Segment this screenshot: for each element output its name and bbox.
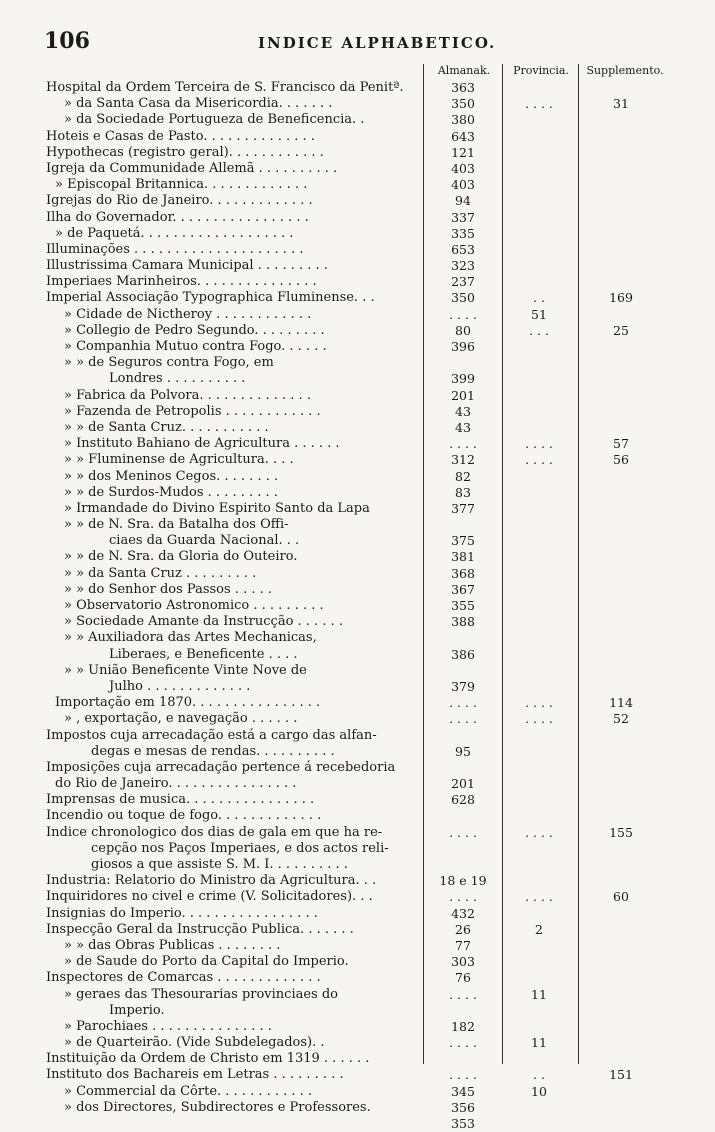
provincia-page: . . . bbox=[529, 322, 549, 338]
index-entry bbox=[46, 517, 706, 533]
index-entry bbox=[46, 404, 706, 420]
index-entry bbox=[46, 242, 706, 258]
index-entry bbox=[46, 647, 706, 663]
entry-label: degas e mesas de rendas. . . . . . . . . . bbox=[91, 743, 335, 759]
almanak-page: 353 bbox=[451, 1116, 475, 1131]
index-entry bbox=[46, 355, 706, 371]
entry-label: Importação em 1870. . . . . . . . . . . . . . . . bbox=[55, 695, 321, 711]
index-entry bbox=[46, 420, 706, 436]
index-entry bbox=[46, 1067, 706, 1083]
index-entry bbox=[46, 906, 706, 922]
almanak-page: 399 bbox=[451, 371, 475, 387]
supplemento-page: 31 bbox=[613, 96, 629, 112]
entry-label: ciaes da Guarda Nacional. . . bbox=[109, 533, 300, 549]
entry-label: » geraes das Thesourarias provinciaes do bbox=[64, 986, 339, 1002]
entry-label: » Episcopal Britannica. . . . . . . . . . . . . bbox=[55, 177, 308, 193]
almanak-page: 367 bbox=[451, 581, 475, 597]
entry-label: Industria: Relatorio do Ministro da Agricultura. . . bbox=[46, 873, 377, 889]
index-entry bbox=[46, 388, 706, 404]
almanak-page: 76 bbox=[455, 970, 471, 986]
index-entry bbox=[46, 582, 706, 598]
index-entry bbox=[46, 954, 706, 970]
index-entry bbox=[46, 922, 706, 938]
entry-label: » » de Santa Cruz. . . . . . . . . . . bbox=[64, 419, 269, 435]
almanak-page: 83 bbox=[455, 484, 471, 500]
entry-label: Impostos cuja arrecadação está a cargo das alfan- bbox=[46, 727, 377, 743]
almanak-page: . . . . bbox=[449, 824, 477, 840]
almanak-page: 337 bbox=[451, 209, 475, 225]
index-entry bbox=[46, 469, 706, 485]
index-entry bbox=[46, 663, 706, 679]
index-entry bbox=[46, 274, 706, 290]
entry-label: » » do Senhor dos Passos . . . . . bbox=[64, 581, 272, 597]
index-entry bbox=[46, 614, 706, 630]
index-entry bbox=[46, 145, 706, 161]
entry-label: » dos Directores, Subdirectores e Professores. bbox=[64, 1099, 371, 1115]
almanak-page: 379 bbox=[451, 678, 475, 694]
almanak-page: 377 bbox=[451, 500, 475, 516]
almanak-page: . . . . bbox=[449, 436, 477, 452]
entry-label: Imperiaes Marinheiros. . . . . . . . . . . . . . . bbox=[46, 274, 317, 290]
provincia-page: . . . . bbox=[525, 96, 553, 112]
supplemento-page: 60 bbox=[613, 889, 629, 905]
index-entry bbox=[46, 226, 706, 242]
index-entry bbox=[46, 825, 706, 841]
almanak-page: 350 bbox=[451, 290, 475, 306]
entry-label: Inquiridores no civel e crime (V. Solicitadores). . . bbox=[46, 889, 373, 905]
provincia-page: . . . . bbox=[525, 452, 553, 468]
index-entry bbox=[46, 177, 706, 193]
entry-label: » de Saude do Porto da Capital do Imperio. bbox=[64, 954, 349, 970]
index-entry bbox=[46, 744, 706, 760]
almanak-page: 432 bbox=[451, 905, 475, 921]
entry-label: Liberaes, e Beneficente . . . . bbox=[109, 646, 298, 662]
supplemento-page: 151 bbox=[609, 1067, 633, 1083]
index-entry bbox=[46, 1116, 706, 1132]
index-entry bbox=[46, 1019, 706, 1035]
index-entry bbox=[46, 987, 706, 1003]
entry-label: » Instituto Bahiano de Agricultura . . . . . . bbox=[64, 436, 340, 452]
index-entry bbox=[46, 323, 706, 339]
entry-label: » » União Beneficente Vinte Nove de bbox=[64, 662, 307, 678]
almanak-page: 381 bbox=[451, 549, 475, 565]
entry-label: » » de Seguros contra Fogo, em bbox=[64, 355, 274, 371]
almanak-page: 386 bbox=[451, 646, 475, 662]
index-entry bbox=[46, 857, 706, 873]
almanak-page: . . . . bbox=[449, 711, 477, 727]
almanak-page: 375 bbox=[451, 533, 475, 549]
supplemento-page: 56 bbox=[613, 452, 629, 468]
entry-label: Indice chronologico dos dias de gala em que ha re- bbox=[46, 824, 383, 840]
entry-label: » » de N. Sra. da Batalha dos Offi- bbox=[64, 517, 289, 533]
almanak-page: 77 bbox=[455, 937, 471, 953]
entry-label: cepção nos Paços Imperiaes, e dos actos reli- bbox=[91, 840, 389, 856]
provincia-page: 11 bbox=[531, 986, 547, 1002]
entry-label: Imprensas de musica. . . . . . . . . . . . . . . . bbox=[46, 792, 315, 808]
index-entry bbox=[46, 290, 706, 306]
index-entry bbox=[46, 193, 706, 209]
index-entry bbox=[46, 630, 706, 646]
index-entry bbox=[46, 760, 706, 776]
provincia-page: 51 bbox=[531, 306, 547, 322]
index-entry bbox=[46, 307, 706, 323]
almanak-page: 380 bbox=[451, 112, 475, 128]
almanak-page: 388 bbox=[451, 614, 475, 630]
almanak-page: . . . . bbox=[449, 1067, 477, 1083]
page-number: 106 bbox=[44, 28, 90, 54]
entry-label: Insignias do Imperio. . . . . . . . . . . . . . . . . bbox=[46, 905, 318, 921]
entry-label: » Companhia Mutuo contra Fogo. . . . . . bbox=[64, 339, 327, 354]
entry-label: » Fabrica da Polvora. . . . . . . . . . . . . . bbox=[64, 387, 311, 403]
almanak-page: 303 bbox=[451, 954, 475, 970]
almanak-page: 403 bbox=[451, 160, 475, 176]
supplemento-page: 155 bbox=[609, 824, 633, 840]
index-entry bbox=[46, 711, 706, 727]
index-entry bbox=[46, 728, 706, 744]
entry-label: Julho . . . . . . . . . . . . . bbox=[109, 678, 251, 694]
entry-label: » Commercial da Côrte. . . . . . . . . . . . bbox=[64, 1083, 313, 1099]
entry-label: Inspectores de Comarcas . . . . . . . . . . . . . bbox=[46, 970, 321, 986]
index-entry bbox=[46, 873, 706, 889]
index-entry bbox=[46, 679, 706, 695]
entry-label: » Parochiaes . . . . . . . . . . . . . . . bbox=[64, 1018, 272, 1034]
index-entry bbox=[46, 1035, 706, 1051]
almanak-page: 643 bbox=[451, 128, 475, 144]
index-entry bbox=[46, 371, 706, 387]
index-entry bbox=[46, 776, 706, 792]
almanak-page: 350 bbox=[451, 96, 475, 112]
entry-label: giosos a que assiste S. M. I. . . . . . . . . . bbox=[91, 857, 348, 872]
entry-label: » » de Surdos-Mudos . . . . . . . . . bbox=[64, 484, 278, 500]
almanak-page: 312 bbox=[451, 452, 475, 468]
entry-label: » Fazenda de Petropolis . . . . . . . . . . . . bbox=[64, 403, 321, 419]
entry-label: Londres . . . . . . . . . . bbox=[109, 371, 246, 387]
provincia-page: . . . . bbox=[525, 436, 553, 452]
page-title: INDICE ALPHABETICO. bbox=[258, 34, 497, 52]
provincia-page: . . bbox=[533, 290, 545, 306]
almanak-page: 43 bbox=[455, 419, 471, 435]
index-entry bbox=[46, 566, 706, 582]
almanak-page: 345 bbox=[451, 1083, 475, 1099]
entry-label: » de Paquetá. . . . . . . . . . . . . . . . . . . bbox=[55, 225, 294, 241]
almanak-page: 43 bbox=[455, 403, 471, 419]
entry-label: » da Sociedade Portugueza de Beneficencia. . bbox=[64, 112, 365, 128]
column-header-almanak: Almanak. bbox=[437, 64, 491, 77]
entry-label: Instituto dos Bachareis em Letras . . . . . . . . . bbox=[46, 1067, 344, 1083]
index-entry bbox=[46, 258, 706, 274]
provincia-page: . . . . bbox=[525, 889, 553, 905]
column-header-supplemento: Supplemento. bbox=[586, 64, 664, 77]
almanak-page: 18 e 19 bbox=[439, 873, 487, 889]
almanak-page: 26 bbox=[455, 921, 471, 937]
provincia-page: . . . . bbox=[525, 824, 553, 840]
index-entry bbox=[46, 695, 706, 711]
index-entry bbox=[46, 1051, 706, 1067]
almanak-page: 355 bbox=[451, 598, 475, 613]
entry-label: » Sociedade Amante da Instrucção . . . . . . bbox=[64, 614, 343, 630]
supplemento-page: 169 bbox=[609, 290, 633, 306]
supplemento-page: 57 bbox=[613, 436, 629, 452]
index-entry bbox=[46, 549, 706, 565]
almanak-page: 237 bbox=[451, 274, 475, 290]
index-entry bbox=[46, 210, 706, 226]
entry-label: » , exportação, e navegação . . . . . . bbox=[64, 711, 298, 727]
entry-label: » Observatorio Astronomico . . . . . . . . . bbox=[64, 598, 324, 613]
entry-label: Illustrissima Camara Municipal . . . . . . . . . bbox=[46, 258, 328, 274]
entry-label: Hypothecas (registro geral). . . . . . . . . . . . bbox=[46, 144, 324, 160]
almanak-page: 403 bbox=[451, 177, 475, 193]
provincia-page: . . . . bbox=[525, 695, 553, 711]
provincia-page: . . bbox=[533, 1067, 545, 1083]
entry-label: » Cidade de Nictheroy . . . . . . . . . . . . bbox=[64, 306, 312, 322]
index-entry bbox=[46, 938, 706, 954]
almanak-page: 121 bbox=[451, 144, 475, 160]
almanak-page: 363 bbox=[451, 80, 475, 95]
almanak-page: 201 bbox=[451, 387, 475, 403]
entry-label: » Collegio de Pedro Segundo. . . . . . . . . bbox=[64, 322, 325, 338]
almanak-page: . . . . bbox=[449, 1035, 477, 1051]
index-entry bbox=[46, 339, 706, 355]
entry-label: Imperio. bbox=[109, 1002, 165, 1018]
almanak-page: 323 bbox=[451, 258, 475, 274]
entry-label: Hospital da Ordem Terceira de S. Francisco da Penitª. bbox=[46, 80, 404, 95]
provincia-page: . . . . bbox=[525, 711, 553, 727]
entry-label: » » Auxiliadora das Artes Mechanicas, bbox=[64, 630, 317, 646]
index-entry bbox=[46, 1084, 706, 1100]
supplemento-page: 52 bbox=[613, 711, 629, 727]
almanak-page: 94 bbox=[455, 193, 471, 209]
index-entry bbox=[46, 841, 706, 857]
almanak-page: . . . . bbox=[449, 306, 477, 322]
entry-label: » de Quarteirão. (Vide Subdelegados). . bbox=[64, 1035, 325, 1051]
supplemento-page: 114 bbox=[609, 695, 633, 711]
entry-label: Instituição da Ordem de Christo em 1319 . . . . . . bbox=[46, 1051, 370, 1067]
provincia-page: 2 bbox=[535, 921, 543, 937]
index-entry bbox=[46, 485, 706, 501]
almanak-page: 95 bbox=[455, 743, 471, 759]
almanak-page: 396 bbox=[451, 339, 475, 354]
almanak-page: . . . . bbox=[449, 889, 477, 905]
entry-label: » da Santa Casa da Misericordia. . . . . . . bbox=[64, 96, 333, 112]
supplemento-page: 25 bbox=[613, 322, 629, 338]
entry-label: Illuminações . . . . . . . . . . . . . . . . . . . . . bbox=[46, 241, 304, 257]
almanak-page: 182 bbox=[451, 1018, 475, 1034]
index-entry bbox=[46, 161, 706, 177]
almanak-page: 82 bbox=[455, 468, 471, 484]
index-entry bbox=[46, 598, 706, 614]
index-entry bbox=[46, 1100, 706, 1116]
almanak-page: 201 bbox=[451, 776, 475, 792]
entry-label: » » das Obras Publicas . . . . . . . . bbox=[64, 937, 281, 953]
entry-label: » » da Santa Cruz . . . . . . . . . bbox=[64, 565, 257, 581]
index-entry bbox=[46, 970, 706, 986]
entry-label: Incendio ou toque de fogo. . . . . . . . . . . . . bbox=[46, 808, 322, 824]
column-header-provincia: Provincia. bbox=[513, 64, 569, 77]
index-entry bbox=[46, 1003, 706, 1019]
entry-label: Ilha do Governador. . . . . . . . . . . . . . . . . bbox=[46, 209, 309, 225]
index-entry bbox=[46, 533, 706, 549]
almanak-page: 653 bbox=[451, 241, 475, 257]
index-entry bbox=[46, 889, 706, 905]
entry-label: Inspecção Geral da Instrucção Publica. . . . . . . bbox=[46, 921, 354, 937]
provincia-page: 10 bbox=[531, 1083, 547, 1099]
entry-label: » » dos Meninos Cegos. . . . . . . . bbox=[64, 468, 279, 484]
entry-label: » » de N. Sra. da Gloria do Outeiro. bbox=[64, 549, 298, 565]
index-entry bbox=[46, 792, 706, 808]
index-entry bbox=[46, 80, 706, 96]
entry-label: Igreja da Communidade Allemã . . . . . . . . . . bbox=[46, 160, 338, 176]
almanak-page: 80 bbox=[455, 322, 471, 338]
index-entry bbox=[46, 501, 706, 517]
entry-label: Igrejas do Rio de Janeiro. . . . . . . . . . . . . bbox=[46, 193, 313, 209]
entry-label: Imperial Associação Typographica Fluminense. . . bbox=[46, 290, 375, 306]
almanak-page: 628 bbox=[451, 792, 475, 808]
almanak-page: 356 bbox=[451, 1099, 475, 1115]
index-entry bbox=[46, 96, 706, 112]
index-entry bbox=[46, 112, 706, 128]
entry-label: Hoteis e Casas de Pasto. . . . . . . . . . . . . . bbox=[46, 128, 315, 144]
almanak-page: 335 bbox=[451, 225, 475, 241]
index-entry bbox=[46, 129, 706, 145]
entry-label: » » Fluminense de Agricultura. . . . bbox=[64, 452, 294, 468]
index-entry bbox=[46, 436, 706, 452]
almanak-page: . . . . bbox=[449, 986, 477, 1002]
provincia-page: 11 bbox=[531, 1035, 547, 1051]
almanak-page: 368 bbox=[451, 565, 475, 581]
entry-label: do Rio de Janeiro. . . . . . . . . . . . . . . . bbox=[55, 776, 297, 792]
index-entry bbox=[46, 808, 706, 824]
index-entry bbox=[46, 452, 706, 468]
index-table bbox=[46, 80, 706, 1132]
entry-label: Imposições cuja arrecadação pertence á recebedoria bbox=[46, 759, 396, 775]
entry-label: » Irmandade do Divino Espirito Santo da Lapa bbox=[64, 500, 370, 516]
almanak-page: . . . . bbox=[449, 695, 477, 711]
